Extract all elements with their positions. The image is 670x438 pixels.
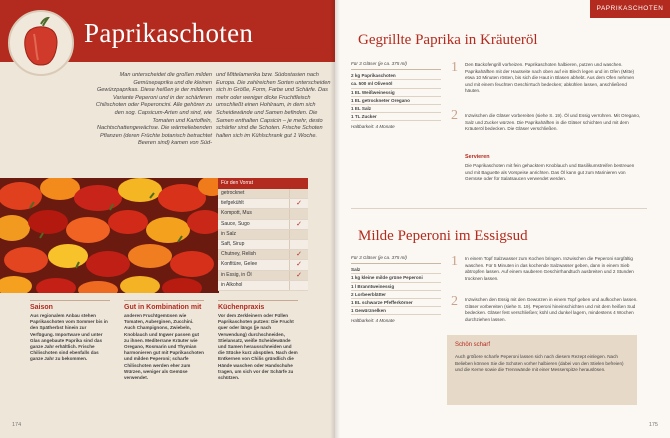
running-head: PAPRIKASCHOTEN	[590, 0, 670, 18]
storage-row	[218, 209, 308, 219]
section-rule	[218, 300, 298, 301]
ingredient-item	[351, 283, 441, 291]
section-rule	[30, 300, 110, 301]
storage-label: getrocknet	[221, 190, 245, 196]
ingredient-text: Salz	[351, 267, 361, 273]
storage-label: in Alkohol	[221, 281, 243, 288]
serving-text: Die Paprikaschoten mit fein gehacktem Knoblauch und Basilikumstreifen bestreuen und mit Baguette als Vorspeise anrichten. Das Öl kann gut zum Marinieren von Gemüse oder für Salatsaucen verwendet werden.	[465, 163, 635, 182]
ingredient-text: 1 EL schwarze Pfefferkörner	[351, 300, 413, 306]
combination-text: anderen Fruchtgemüsen wie Tomaten, Auberginen, Zucchini. Auch Champignons, Zwiebeln, Knoblauch und Ingwer passen gut zu ihnen. Mediterrane Kräuter wie Oregano, Rosmarin und Thymian harmonieren gut mit Paprikaschoten und milden Peperoni; scharfe Chilischoten werden eher zum Würzen, weniger als Gemüse verwendet.	[124, 313, 204, 381]
saison-heading: Saison	[30, 304, 53, 311]
ingredient-list	[351, 60, 441, 131]
ingredient-item	[351, 299, 441, 307]
checkmark-icon	[289, 189, 308, 198]
checkmark-icon	[289, 230, 308, 239]
checkmark-icon: ✓	[289, 250, 308, 259]
storage-row	[218, 240, 308, 250]
ingredient-text: 1 EL Salz	[351, 106, 372, 112]
ingredient-text: 1 TL Zucker	[351, 114, 377, 120]
ingredient-item	[351, 105, 441, 113]
ingredient-item	[351, 89, 441, 97]
step-number: 2	[451, 108, 458, 123]
ingredient-list	[351, 254, 441, 325]
tip-box	[447, 335, 637, 405]
recipe-title: Gegrillte Paprika in Kräuteröl	[358, 32, 538, 48]
recipe-divider	[351, 208, 647, 209]
combination-heading: Gut in Kombination mit	[124, 304, 202, 311]
storage-row	[218, 189, 308, 199]
storage-label: in Salz	[221, 230, 237, 237]
ingredient-text: 1 l Branntweinessig	[351, 283, 395, 289]
step-number: 1	[451, 60, 458, 75]
intro-text-right: und Mittelamerika bzw. Südostasien nach Europa. Die zahlreichen Sorten unterscheiden sich in Größe, Form, Farbe und Schärfe. Das mehr oder weniger dicke Fruchtfleisch umschließt einen Hohlraum, in dem sich Scheidewände und Samen befinden. Die Samen enthalten Capsicin – je mehr, desto schärfer sind die Schoten. Frische Schoten halten sich im Kühlschrank gut 1 Woche.	[216, 72, 331, 139]
ingredient-item	[351, 266, 441, 274]
ingredient-text: 2 Lorbeerblätter	[351, 291, 386, 297]
storage-rows	[218, 189, 308, 291]
shelf-life: Haltbarkeit: 4 Monate	[351, 318, 395, 324]
ingredient-text: 1 Gewürznelken	[351, 308, 386, 314]
storage-row	[218, 199, 308, 209]
storage-row	[218, 220, 308, 230]
recipe-title: Milde Peperoni im Essigsud	[358, 228, 528, 244]
storage-label: in Essig, in Öl	[221, 271, 252, 278]
checkmark-icon	[289, 281, 308, 290]
yield-text: Für 3 Gläser (je ca. 375 ml)	[351, 254, 441, 264]
intro-text-left: Man unterscheidet die großen milden Gemüsepaprika und die kleinen Gewürzpaprikas. Diese heißen je der milderen Variante Peperoni und in der schärferen Chilischoten oder Peperoncini. Alle gehören zu den sog. Capsicum-Arten und sind, wie Tomaten und Kartoffeln, Nachtschattengewächse. Die wärmeliebenden Pflanzen (deren Früchte botanisch betrachtet Beeren sind) kamen von Süd-	[95, 72, 212, 147]
step-number: 1	[451, 254, 458, 269]
page-number-left: 174	[12, 422, 22, 428]
ingredient-item	[351, 113, 441, 121]
pepper-illustration	[8, 10, 74, 76]
shelf-life: Haltbarkeit: 4 Monate	[351, 124, 395, 130]
ingredient-item	[351, 274, 441, 282]
storage-label: Saft, Sirup	[221, 240, 245, 247]
right-page	[335, 0, 670, 438]
checkmark-icon: ✓	[289, 199, 308, 208]
tip-heading: Schön scharf	[455, 342, 491, 348]
storage-row	[218, 281, 308, 291]
ingredient-item	[351, 72, 441, 80]
storage-row	[218, 260, 308, 270]
step-text: Inzwischen die Gläser vorbereiten (siehe S. 19). Öl und Essig verrühren. Mit Oregano, Salz und Zucker würzen. Die Paprikahälften in die Gläser schichten und mit dem Kräuteröl bedecken. Die Gläser verschließen.	[465, 113, 641, 132]
step-text: Den Backofengrill vorheizen. Paprikaschoten halbieren, putzen und waschen. Paprikahälften mit der Hautseite nach oben auf ein Blech legen und im Ofen (Mitte) etwa 10 Minuten rösten, bis sich die Haut in Blasen abhebt. Aus dem Ofen nehmen und mit einem feuchten Geschirrtuch bedecken; abkühlen lassen, anschließend häuten.	[465, 62, 635, 94]
page-number-right: 175	[648, 422, 658, 428]
step-text: In einem Topf Salzwasser zum Kochen bringen. Inzwischen die Peperoni sorgfältig waschen. Für 5 Minuten in das kochende Salzwasser geben, dann in einem Sieb abtropfen lassen. Auf einem sauberen Geschirrhandtuch ausbreiten und 2 Stunden trocknen lassen.	[465, 256, 634, 281]
ingredient-text: 2 kg Paprikaschoten	[351, 73, 396, 79]
storage-label: tiefgekühlt	[221, 200, 244, 207]
ingredient-text: 1 EL Weißweinessig	[351, 89, 395, 95]
page-title: Paprikaschoten	[84, 18, 254, 48]
saison-text: Aus regionalem Anbau stehen Paprikaschoten vom Sommer bis in den Spätherbst hinein zur Verfügung. Importware und unter Glas angebaute Paprika sind das ganze Jahr erhältlich. Frische Chilischoten sind ebenfalls das ganze Jahr zu bekommen.	[30, 313, 108, 362]
yield-text: Für 3 Gläser (je ca. 375 ml)	[351, 60, 441, 70]
checkmark-icon: ✓	[289, 220, 308, 229]
step-number: 2	[451, 294, 458, 309]
storage-row	[218, 271, 308, 281]
storage-label: Chutney, Relish	[221, 251, 256, 258]
checkmark-icon	[289, 209, 308, 218]
kitchen-practice-text: Vor dem Zerkleinern oder Füllen Paprikaschoten putzen: Die Frucht quer oder längs (je nach Verwendung) durchschneiden, Stielansatz, weiße Scheidewände und Samen herausschneiden und die Stücke kurz abspülen. Nach dem Entkernen von Chilis gründlich die Hände waschen oder Handschuhe tragen, um sich vor der Schärfe zu schützen.	[218, 313, 298, 381]
checkmark-icon: ✓	[289, 271, 308, 280]
ingredient-item	[351, 307, 441, 315]
serving-heading: Servieren	[465, 154, 490, 160]
storage-table	[218, 178, 308, 291]
storage-label: Kompott, Mus	[221, 210, 252, 217]
storage-label: Konfitüre, Gelee	[221, 261, 258, 268]
pepper-photo	[0, 178, 219, 293]
ingredient-item	[351, 291, 441, 299]
step-text: Inzwischen den Essig mit den Gewürzen in einem Topf geben und aufkochen lassen. Gläser vorbereiten (siehe S. 19). Peperoni hineinschichten und mit dem heißen Sud bedecken. Gläser fest verschließen; kühl und dunkel lagern, mindestens 4 Wochen durchziehen lassen.	[465, 297, 638, 322]
storage-label: Sauce, Sugo	[221, 220, 250, 227]
ingredient-item	[351, 80, 441, 88]
ingredient-text: 1 EL getrockneter Oregano	[351, 97, 410, 103]
section-rule	[124, 300, 204, 301]
ingredient-text: 1 kg kleine milde grüne Peperoni	[351, 275, 423, 281]
ingredient-text: ca. 500 ml Olivenöl	[351, 81, 393, 87]
storage-row	[218, 230, 308, 240]
checkmark-icon	[289, 240, 308, 249]
checkmark-icon: ✓	[289, 260, 308, 269]
ingredient-item	[351, 97, 441, 105]
storage-row	[218, 250, 308, 260]
tip-text: Auch größere scharfe Peperoni lassen sich nach diesem Rezept einlegen. Nach Belieben können Sie die Schoten vorher halbieren (dabei von den Stielen befreien) und die Kerne sowie die Trennwände mit einer Messerspitze herauslösen.	[455, 354, 624, 373]
storage-table-header: Für den Vorrat	[218, 178, 308, 189]
kitchen-practice-heading: Küchenpraxis	[218, 304, 265, 311]
book-gutter	[330, 0, 340, 438]
